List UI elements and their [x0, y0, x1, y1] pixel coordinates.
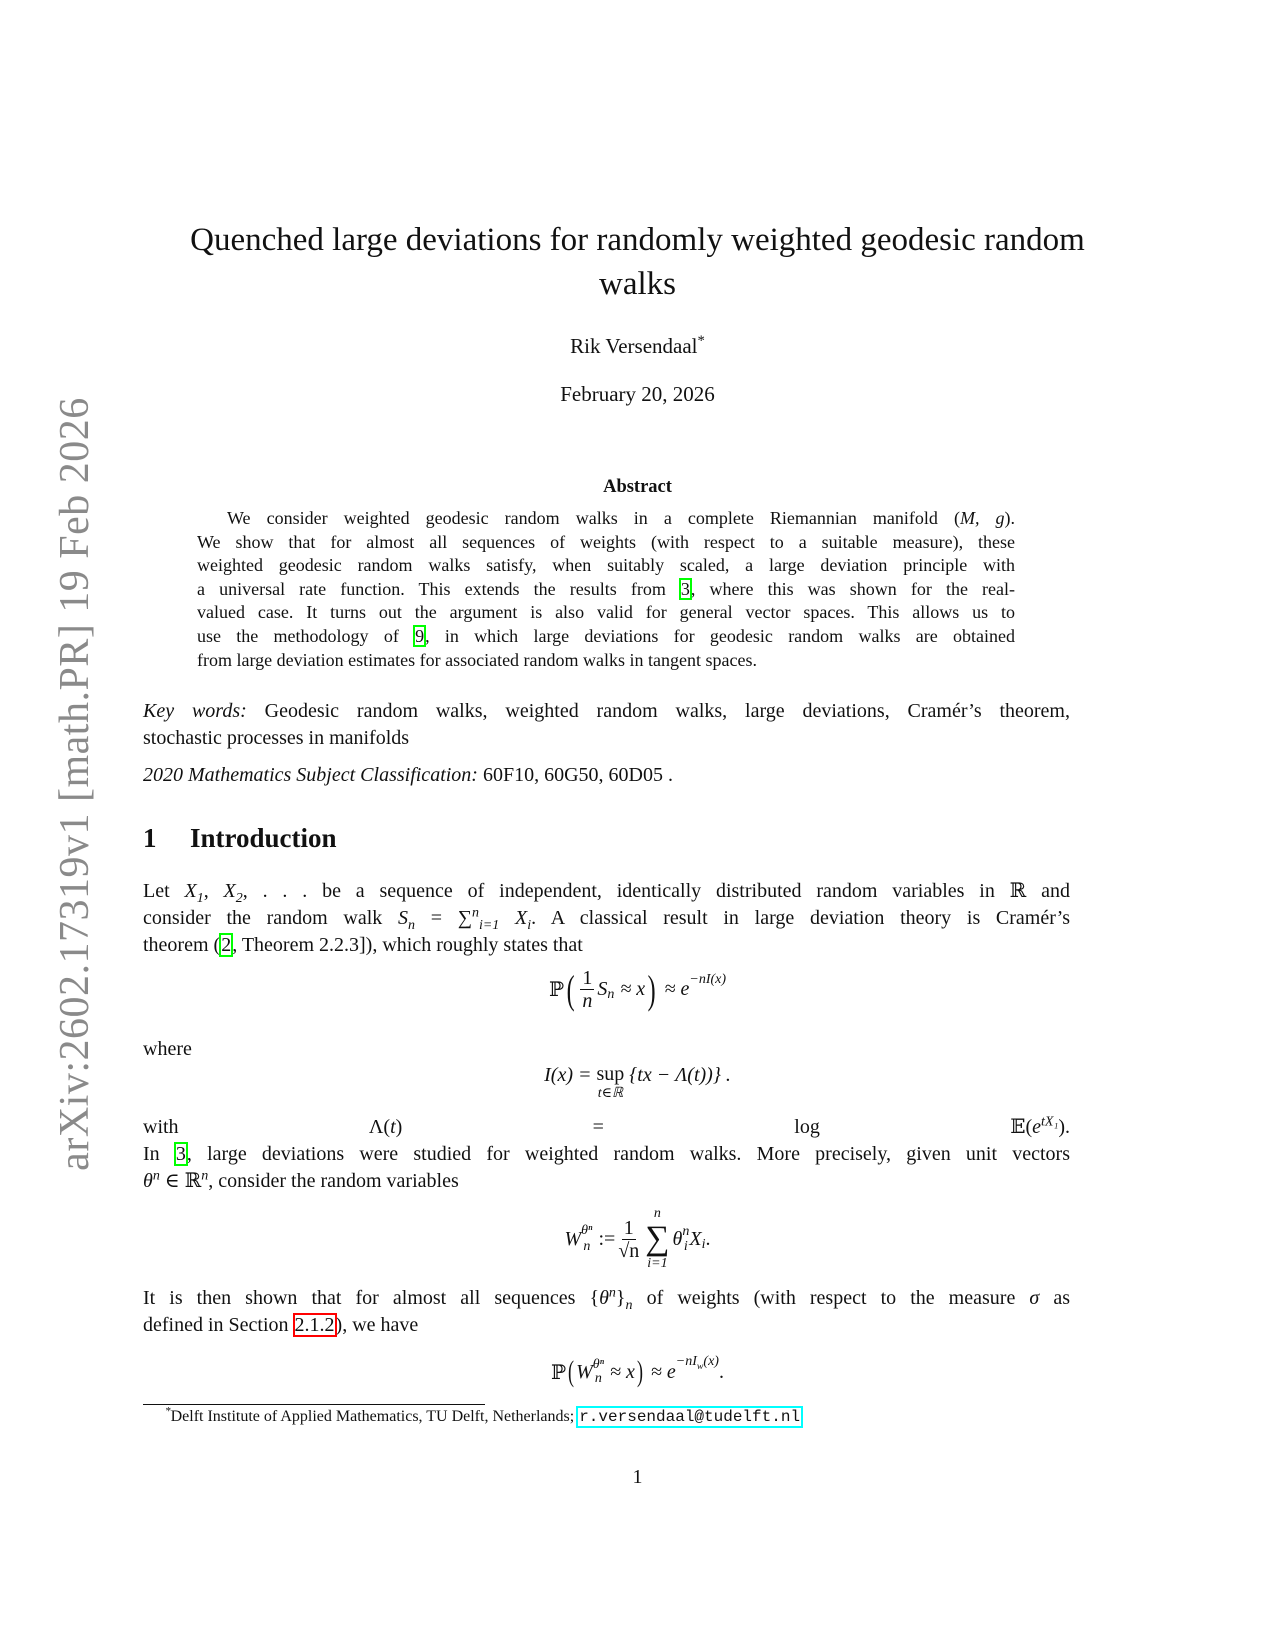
- eq-paren: (: [568, 1355, 575, 1388]
- eq-text: {tx − Λ(t))} .: [629, 1064, 731, 1086]
- text: , consider the random variables: [208, 1169, 459, 1192]
- text-line: [143, 725, 1070, 752]
- eq-exp: −nI: [675, 1353, 697, 1369]
- inline-math: 1: [196, 891, 204, 906]
- footnote-rule: [143, 1404, 485, 1405]
- text: of weights (with respect to the measure: [632, 1287, 1030, 1309]
- equation-weighted-walk: [0, 1206, 1275, 1272]
- inline-math: σ: [1029, 1287, 1040, 1309]
- text: . A classical result in large deviation theory is Cramér’s: [531, 906, 1070, 929]
- inline-math: n: [152, 1167, 160, 1183]
- eq-prob: ℙ: [551, 1361, 567, 1384]
- eq-text: ≈ x: [620, 978, 646, 1000]
- text: Geodesic random walks, weighted random walks, large deviations, Cramér’s theorem,: [246, 700, 1070, 722]
- sum-icon: ∑: [645, 1220, 670, 1257]
- text-line: [197, 649, 1015, 673]
- citation-link[interactable]: 3: [175, 1142, 186, 1165]
- text-line: [197, 554, 1015, 578]
- text-line: [197, 601, 1015, 625]
- eq-sup: n: [682, 1224, 690, 1239]
- text: , where this was shown for the real-: [690, 578, 1016, 599]
- text: as: [1039, 1287, 1070, 1309]
- eq-var: W: [564, 1227, 582, 1250]
- eq-den: √n: [618, 1239, 640, 1262]
- date: February 20, 2026: [560, 382, 715, 406]
- paper-title: [100, 218, 1175, 306]
- eq-paren: ): [647, 966, 656, 1012]
- equation-cramer: [0, 967, 1275, 1012]
- eq-sub: n: [607, 987, 615, 1003]
- eq-sub: n: [594, 1371, 602, 1386]
- text-line: [143, 698, 1070, 725]
- section-number: 1: [143, 823, 157, 853]
- text: It is then shown that for almost all sequences {: [143, 1287, 600, 1309]
- text: In: [143, 1142, 175, 1165]
- text: We show that for almost all sequences of weights (with respect to a suitable measure), these: [197, 531, 1015, 552]
- inline-math: X: [184, 880, 197, 902]
- text-line: [143, 1141, 1070, 1168]
- section-title: Introduction: [190, 823, 337, 853]
- inline-math: n: [625, 1298, 633, 1313]
- text: where: [143, 1038, 192, 1060]
- text-line: [165, 1405, 801, 1426]
- eq-paren: (: [566, 966, 575, 1012]
- text: ) = log 𝔼(: [395, 1116, 1033, 1138]
- text: Key words:: [143, 700, 247, 722]
- text: 60F10, 60G50, 60D05 .: [477, 764, 673, 786]
- text-line: [143, 1285, 1070, 1312]
- eq-under: t∈ℝ: [597, 1086, 624, 1101]
- eq-den: n: [582, 990, 593, 1012]
- equation-quenched-ldp: [0, 1352, 1275, 1392]
- eq-text: :=: [598, 1227, 616, 1250]
- inline-math: *: [165, 1405, 171, 1418]
- eq-text: .: [718, 1360, 724, 1383]
- text: defined in Section: [143, 1313, 294, 1336]
- eq-lim: i=1: [647, 1256, 668, 1271]
- text: ), we have: [335, 1313, 419, 1336]
- text-line: [143, 878, 1070, 905]
- inline-math: n: [201, 1167, 209, 1183]
- footnote: [165, 1405, 801, 1426]
- text: stochastic processes in manifolds: [143, 726, 410, 749]
- author-name: Rik Versendaal: [570, 334, 698, 358]
- eq-sup: θⁿ: [581, 1223, 593, 1238]
- inline-math: θ: [143, 1169, 153, 1192]
- inline-math: X: [515, 906, 528, 929]
- text: , in which large deviations for geodesic random walks are obtained: [425, 625, 1015, 646]
- inline-math: tX₁: [1041, 1114, 1059, 1130]
- arxiv-identifier-stamp: arXiv:2602.17319v1 [math.PR] 19 Feb 2026: [52, 397, 98, 1171]
- footnote-mark[interactable]: *: [697, 333, 705, 349]
- keywords: [143, 698, 1070, 752]
- text-line: [197, 578, 1015, 602]
- text: weighted geodesic random walks satisfy, when suitably scaled, a large deviation principle with: [197, 555, 1015, 576]
- citation-link[interactable]: 3: [680, 578, 690, 599]
- inline-math: n: [471, 905, 479, 921]
- text: We consider weighted geodesic random walks in a complete Riemannian manifold (: [227, 508, 960, 528]
- email-link[interactable]: r.versendaal@tudelft.nl: [579, 1408, 801, 1426]
- text: 2020 Mathematics Subject Classification:: [143, 764, 478, 786]
- text: theorem (: [143, 933, 221, 956]
- text: consider the random walk: [143, 906, 398, 929]
- text: ).: [1004, 508, 1015, 528]
- eq-var: S: [597, 978, 608, 1000]
- text-line: [143, 905, 1070, 932]
- text: [499, 907, 515, 929]
- text: Delft Institute of Applied Mathematics, TU Delft, Netherlands;: [170, 1408, 579, 1425]
- eq-sub: n: [583, 1239, 591, 1254]
- text: from large deviation estimates for associated random walks in tangent spaces.: [197, 649, 757, 670]
- text-line: [143, 932, 1070, 959]
- inline-math: i=1: [478, 917, 500, 933]
- title-line: walks: [599, 266, 676, 302]
- text-line: [143, 1312, 1070, 1339]
- text: a universal rate function. This extends the results from: [197, 578, 680, 599]
- eq-text: ≈ e: [650, 1360, 676, 1383]
- paragraph: [143, 1036, 1070, 1063]
- eq-exp: (x): [703, 1353, 719, 1369]
- section-heading: [143, 823, 337, 854]
- inline-math: S: [398, 906, 408, 929]
- eq-exp: −nI(x): [689, 972, 727, 988]
- abstract-heading: Abstract: [603, 477, 672, 497]
- text-line: [143, 1168, 1070, 1195]
- text-line: [197, 507, 1015, 531]
- eq-text: ≈ x: [610, 1360, 635, 1383]
- text-line: [143, 1036, 1070, 1063]
- eq-prob: ℙ: [548, 979, 564, 1001]
- eq-var: X: [689, 1227, 702, 1250]
- inline-math: n: [408, 917, 415, 933]
- text-line: [143, 762, 1070, 789]
- text: ∈ ℝ: [159, 1169, 202, 1192]
- text: use the methodology of: [197, 625, 415, 646]
- eq-summation: [645, 1206, 669, 1272]
- paragraph: [143, 1285, 1070, 1339]
- eq-sup: θⁿ: [592, 1357, 605, 1372]
- eq-sup-operator: [597, 1064, 625, 1104]
- inline-math: M, g: [959, 508, 1005, 528]
- inline-math: e: [1032, 1116, 1042, 1138]
- author: [0, 334, 1275, 359]
- text: }: [615, 1287, 626, 1309]
- eq-text: I(x) =: [544, 1064, 592, 1086]
- text: = ∑: [415, 906, 472, 929]
- paragraph: [143, 1114, 1070, 1194]
- eq-text: ≈ e: [664, 978, 690, 1000]
- equation-rate-function: [0, 1064, 1275, 1104]
- citation-link[interactable]: 9: [415, 625, 425, 646]
- eq-sub: w: [696, 1360, 704, 1372]
- eq-num: 1: [623, 1216, 634, 1239]
- text: with Λ(: [143, 1116, 391, 1138]
- text: , large deviations were studied for weighted random walks. More precisely, given unit vectors: [186, 1142, 1070, 1165]
- eq-sub: i: [683, 1239, 688, 1254]
- msc-classification: [143, 762, 1070, 789]
- text-line: [197, 625, 1015, 649]
- inline-math: 2: [235, 891, 243, 906]
- inline-math: i: [527, 917, 532, 933]
- text: ,: [203, 880, 224, 902]
- text-line: [143, 1114, 1070, 1141]
- inline-math: X: [223, 880, 236, 902]
- text-line: [197, 531, 1015, 555]
- page-number: 1: [632, 1466, 643, 1488]
- eq-fraction: [618, 1217, 639, 1262]
- eq-num: 1: [582, 967, 593, 989]
- inline-math: n: [608, 1285, 616, 1301]
- eq-var: W: [576, 1360, 593, 1383]
- title-line: Quenched large deviations for randomly weighted geodesic random: [190, 222, 1085, 258]
- text: ).: [1058, 1116, 1070, 1138]
- eq-sub: i: [701, 1236, 706, 1252]
- eq-var: θ: [672, 1227, 683, 1250]
- eq-paren: ): [636, 1355, 643, 1388]
- text: valued case. It turns out the argument is also valid for general vector spaces. This allows us to: [197, 602, 1015, 623]
- eq-fraction: [580, 967, 594, 1012]
- text: , . . . be a sequence of independent, identically distributed random variables in ℝ and: [242, 880, 1071, 902]
- abstract-body: [197, 507, 1015, 672]
- text: , Theorem 2.2.3]), which roughly states that: [232, 933, 583, 956]
- text: Let: [143, 880, 185, 902]
- citation-link[interactable]: 2: [221, 933, 232, 956]
- eq-op: sup: [596, 1063, 625, 1085]
- inline-math: θ: [599, 1287, 609, 1309]
- eq-text: .: [705, 1227, 711, 1250]
- eq-lim: n: [653, 1206, 661, 1221]
- paragraph: [143, 878, 1070, 958]
- inline-math: t: [390, 1116, 396, 1138]
- section-ref-link[interactable]: 2.1.2: [294, 1313, 335, 1336]
